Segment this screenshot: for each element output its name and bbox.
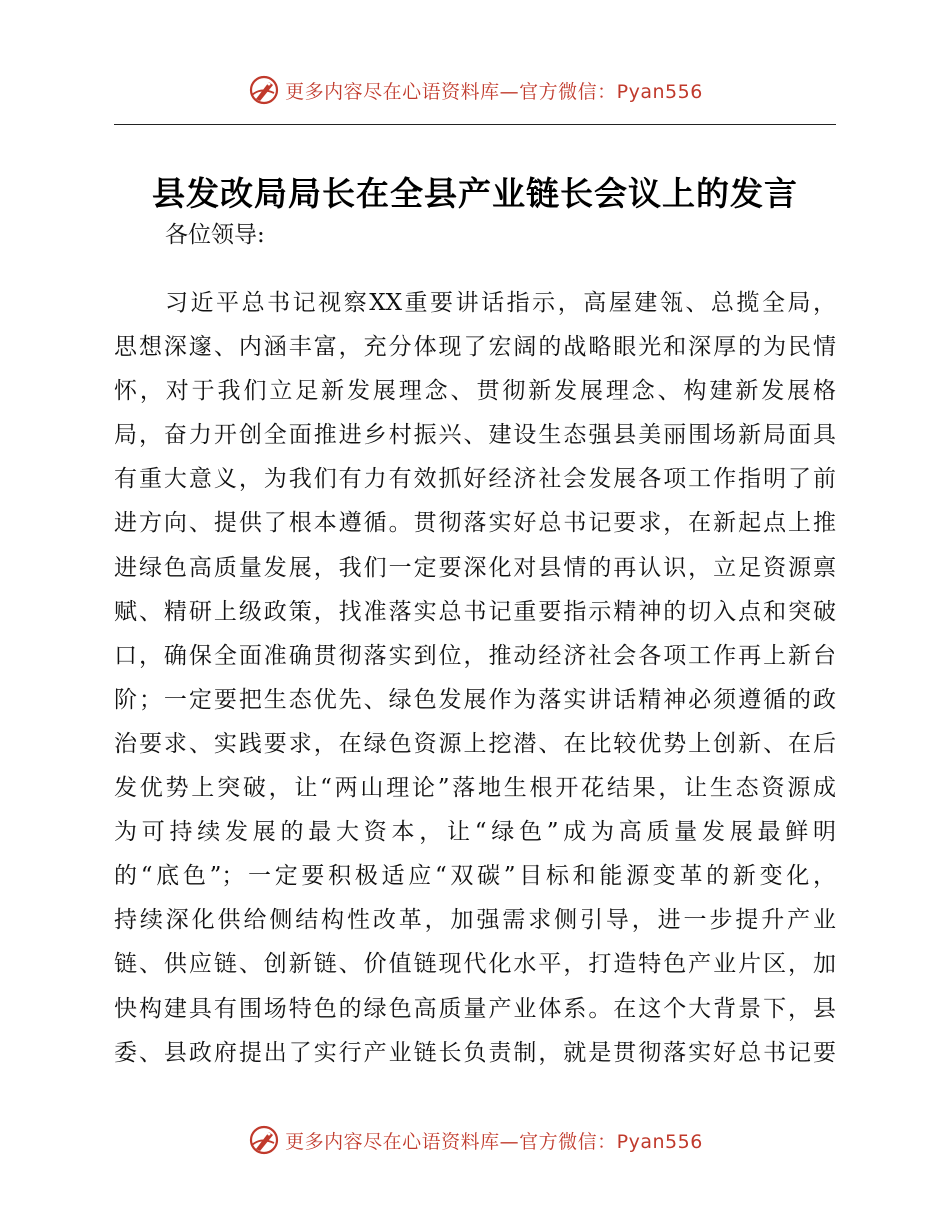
paragraph-line: 有重大意义，为我们有力有效抓好经济社会发展各项工作指明了前 [114,466,836,493]
paragraph-line: 进方向、提供了根本遵循。贯彻落实好总书记要求，在新起点上推 [114,510,836,537]
document-title: 县发改局局长在全县产业链长会议上的发言 [152,174,798,213]
paragraph-line: 局，奋力开创全面推进乡村振兴、建设生态强县美丽围场新局面具 [114,422,836,449]
paragraph-line: 赋、精研上级政策，找准落实总书记重要指示精神的切入点和突破 [114,598,836,625]
paragraph-line: 进绿色高质量发展，我们一定要深化对县情的再认识，立足资源禀 [114,554,836,581]
footer-banner-text: 更多内容尽在心语资料库—官方微信：Pyan556 [285,1130,703,1153]
greeting: 各位领导: [165,222,265,248]
paragraph-line: 怀，对于我们立足新发展理念、贯彻新发展理念、构建新发展格 [114,378,836,405]
paragraph-line: 为可持续发展的最大资本，让“绿色”成为高质量发展最鲜明 [114,819,836,846]
paragraph-line: 治要求、实践要求，在绿色资源上挖潜、在比较优势上创新、在后 [114,730,836,757]
header-divider [114,124,836,125]
paragraph-line: 口，确保全面准确贯彻落实到位，推动经济社会各项工作再上新台 [114,642,836,669]
pen-nib-icon [247,73,281,107]
paragraph-line: 习近平总书记视察XX重要讲话指示，高屋建瓴、总揽全局， [165,290,836,316]
header-banner [0,70,950,110]
paragraph-line: 阶；一定要把生态优先、绿色发展作为落实讲话精神必须遵循的政 [114,686,836,713]
paragraph-line: 的“底色”；一定要积极适应“双碳”目标和能源变革的新变化， [114,863,836,890]
header-banner-text: 更多内容尽在心语资料库—官方微信：Pyan556 [285,80,703,103]
paragraph-line: 思想深邃、内涵丰富，充分体现了宏阔的战略眼光和深厚的为民情 [114,334,836,361]
paragraph-line: 链、供应链、创新链、价值链现代化水平，打造特色产业片区，加 [114,951,836,978]
footer-banner [0,1120,950,1160]
paragraph-line: 委、县政府提出了实行产业链长负责制，就是贯彻落实好总书记要 [114,1039,836,1066]
body-paragraph [114,281,836,1075]
pen-nib-icon [247,1123,281,1157]
paragraph-line: 发优势上突破，让“两山理论”落地生根开花结果，让生态资源成 [114,775,836,802]
paragraph-line: 持续深化供给侧结构性改革，加强需求侧引导，进一步提升产业 [114,907,836,934]
paragraph-line: 快构建具有围场特色的绿色高质量产业体系。在这个大背景下，县 [114,995,836,1022]
